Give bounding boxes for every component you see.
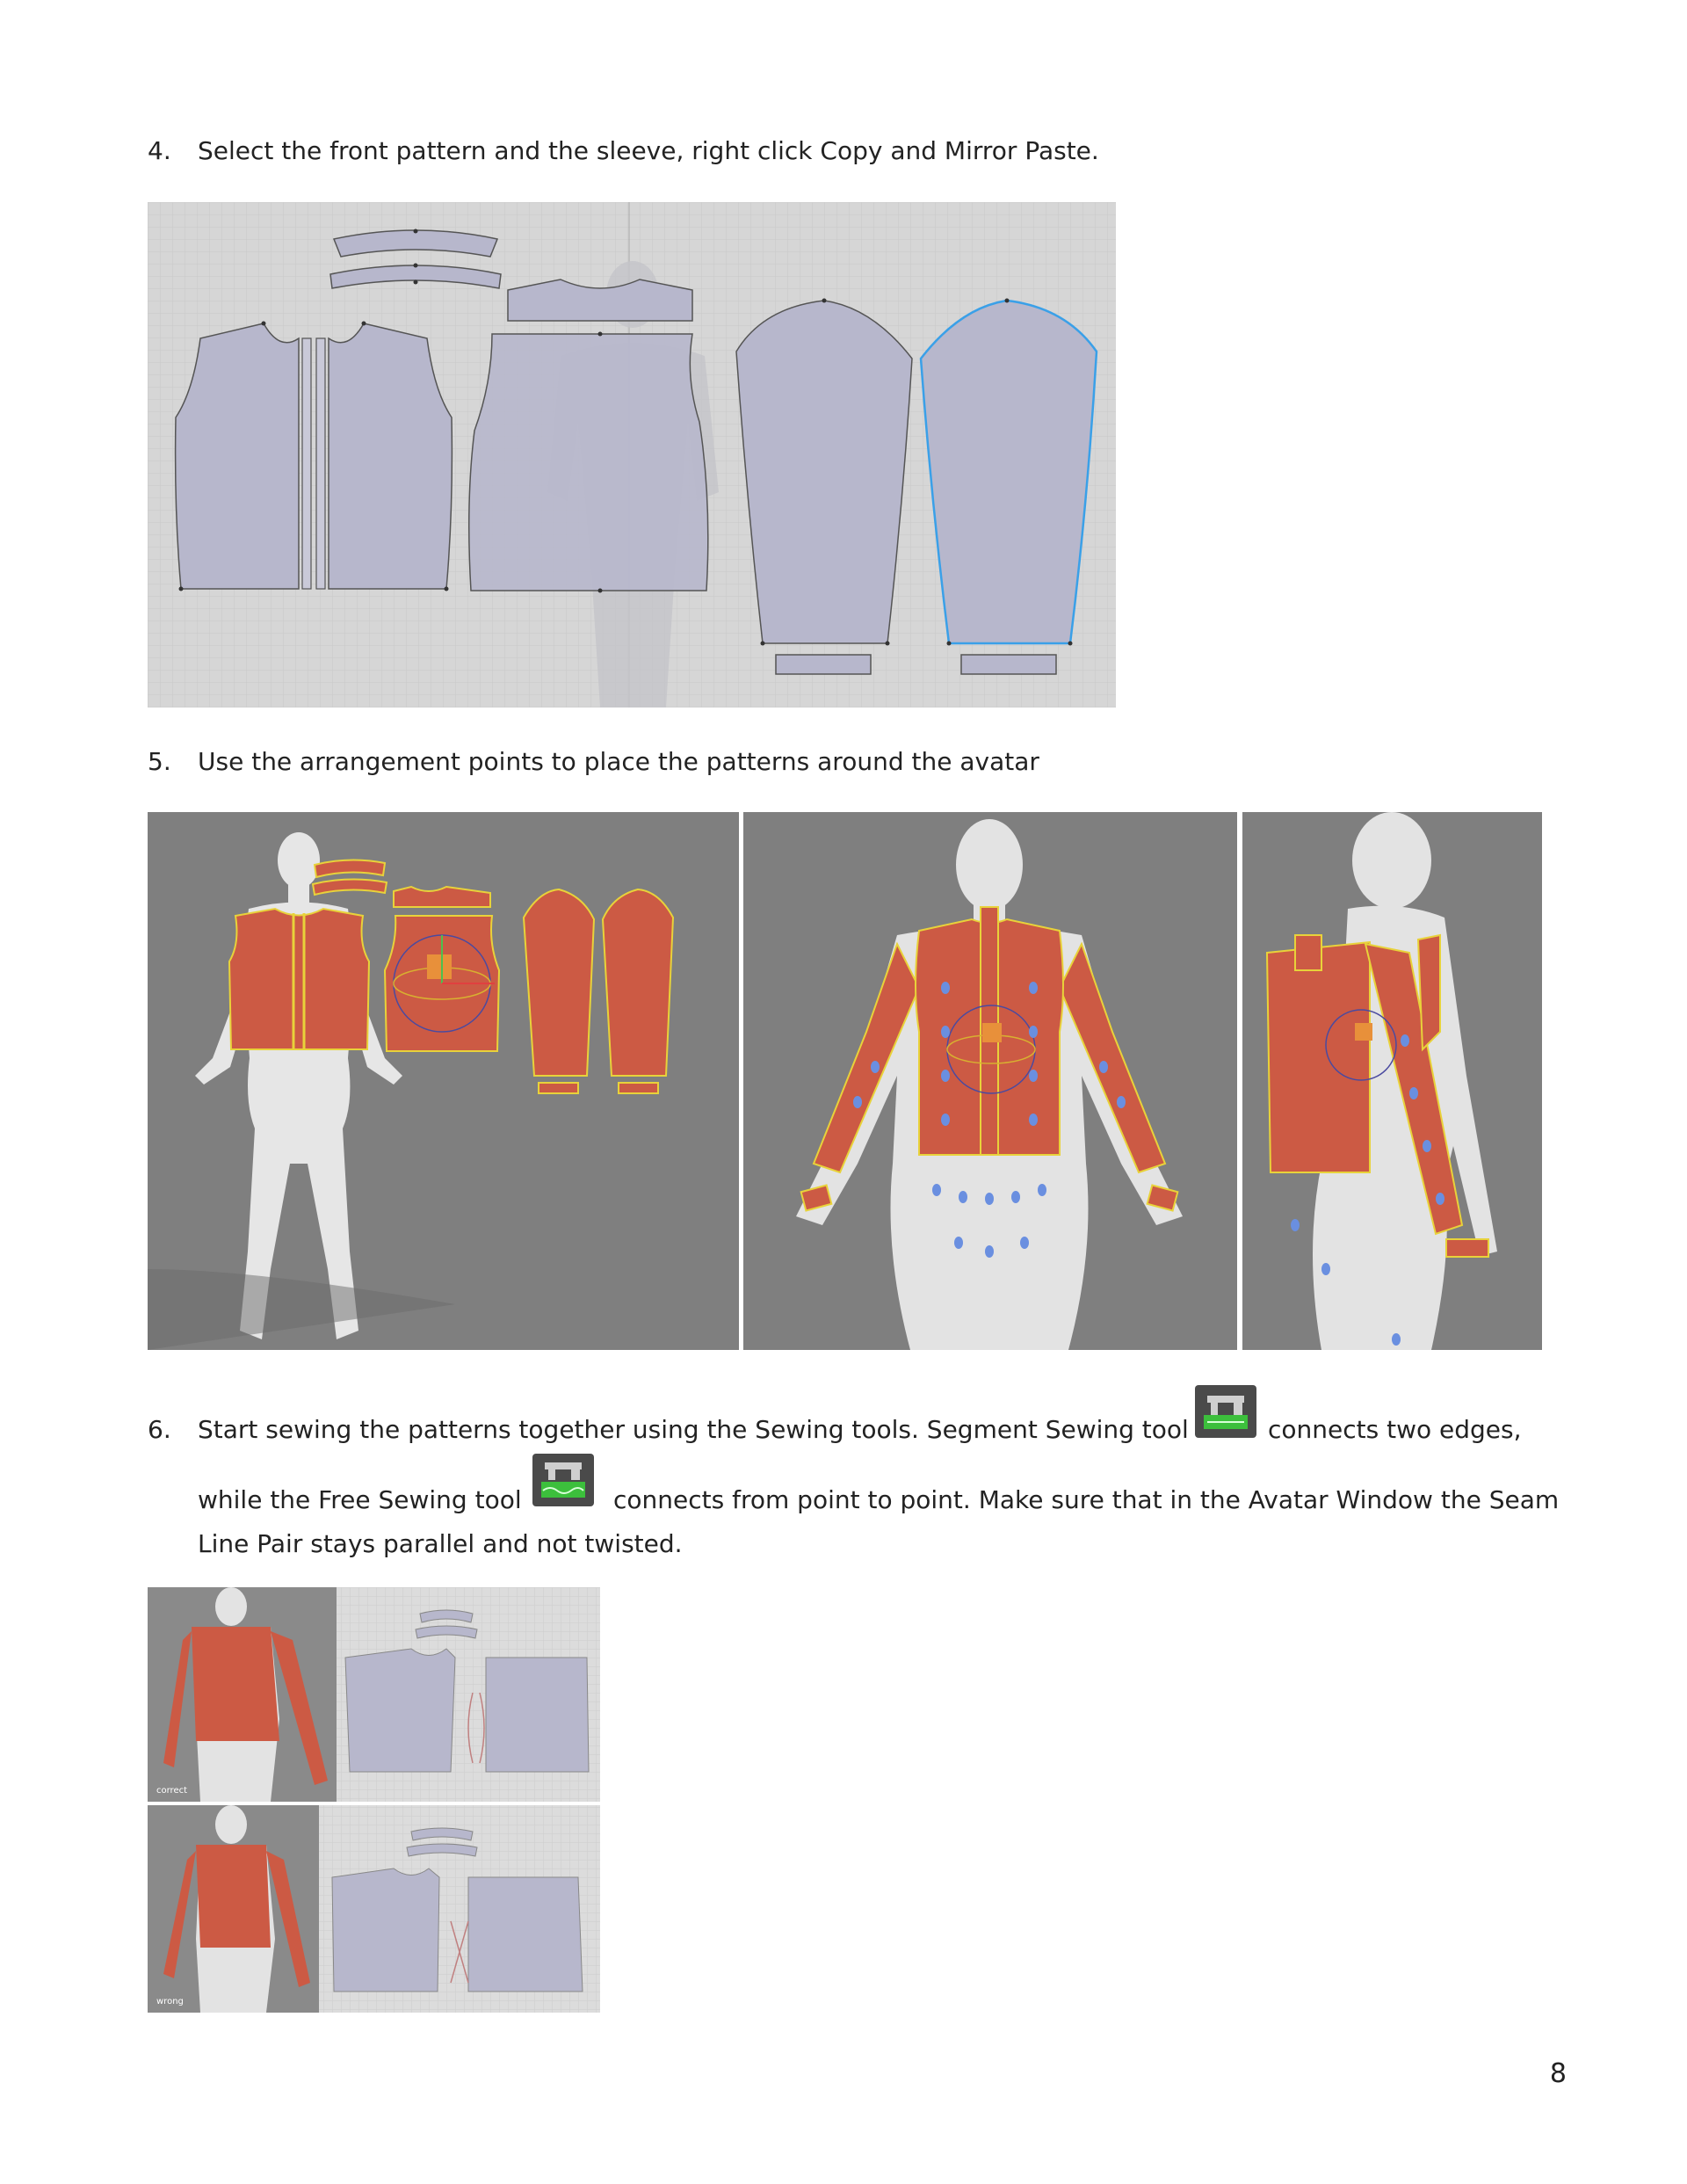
step-text-line1b: connects two edges,: [1268, 1415, 1522, 1444]
pattern-window-figure: [148, 202, 1116, 707]
collar-piece[interactable]: [315, 860, 385, 877]
label-wrong: wrong: [156, 1997, 184, 2006]
step-text-line2a: while the Free Sewing tool: [198, 1485, 522, 1514]
step-4: [148, 132, 1553, 171]
pattern-window-canvas: [148, 202, 1116, 707]
front-placket-left[interactable]: [302, 338, 311, 589]
step-6: [148, 1411, 1589, 1569]
step-5: [148, 743, 1553, 781]
step-text-line1a: Start sewing the patterns together using the Sewing tools. Segment Sewing tool: [198, 1415, 1189, 1444]
step-text-line2b: connects from point to point. Make sure that in the Avatar Window the Seam: [613, 1485, 1560, 1514]
back-piece[interactable]: [394, 887, 490, 907]
sleeve-piece-left[interactable]: [524, 889, 594, 1076]
sleeve-pattern[interactable]: [736, 301, 912, 643]
sewing-comparison-figure: [148, 1587, 600, 2013]
step-number: 4.: [148, 136, 171, 165]
avatar: [195, 832, 402, 1339]
step-number: 5.: [148, 747, 171, 776]
sleeve-mirrored-pattern[interactable]: [921, 301, 1097, 643]
collar-piece-3d[interactable]: [1295, 935, 1321, 970]
segment-sewing-tool-icon[interactable]: [1195, 1385, 1256, 1438]
back-pattern[interactable]: [469, 334, 708, 591]
cuff-piece-left[interactable]: [539, 1083, 578, 1093]
arrangement-view-front-3d: [743, 812, 1237, 1350]
page-number: 8: [1549, 2058, 1567, 2089]
step-text: Select the front pattern and the sleeve, right click Copy and Mirror Paste.: [198, 136, 1099, 165]
back-piece-3d[interactable]: [1267, 942, 1370, 1172]
cuff-mirrored-pattern[interactable]: [961, 655, 1056, 674]
step-text-line3: Line Pair stays parallel and not twisted.: [198, 1529, 683, 1558]
label-correct: correct: [156, 1786, 188, 1796]
sleeve-piece-right[interactable]: [603, 889, 673, 1076]
garment-wrong[interactable]: [196, 1845, 271, 1948]
step-number: 6.: [148, 1415, 171, 1444]
garment-correct[interactable]: [192, 1627, 279, 1741]
front-piece[interactable]: [229, 909, 369, 1049]
arrangement-view-front-flat: [148, 812, 739, 1350]
cuff-pattern[interactable]: [776, 655, 871, 674]
collar-stand-piece[interactable]: [313, 879, 387, 895]
cuff-piece-right[interactable]: [619, 1083, 658, 1093]
step-text: Use the arrangement points to place the patterns around the avatar: [198, 747, 1039, 776]
free-sewing-tool-icon[interactable]: [532, 1454, 594, 1506]
front-placket-right[interactable]: [316, 338, 325, 589]
cuff-3d[interactable]: [1446, 1239, 1488, 1257]
arrangement-view-side-3d: [1242, 812, 1542, 1350]
front-piece-side-3d[interactable]: [1418, 935, 1440, 1049]
